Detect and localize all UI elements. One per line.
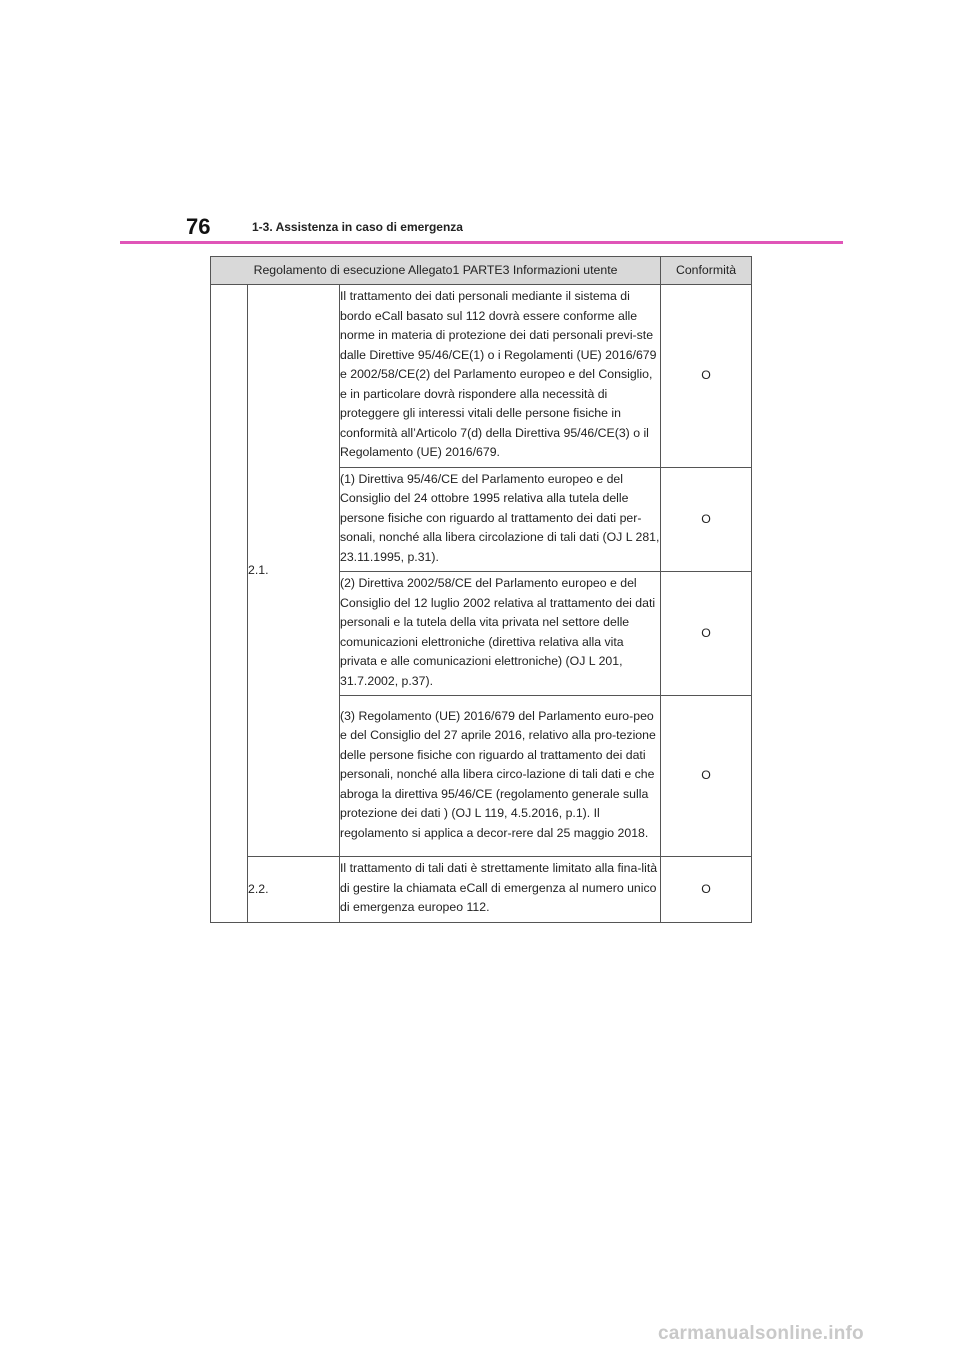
page-number: 76 [186,214,211,239]
clause-text-content: Il trattamento di tali dati è strettamente limitato alla fina-lità di gestire la chiamata eCall di emergenza al numero unico di emergenza europeo 112. [340,861,658,914]
table-row [211,857,752,923]
blank-column-cell [211,285,248,923]
conformity-mark: O [661,285,752,468]
clause-text-content: (3) Regolamento (UE) 2016/679 del Parlamento euro-peo e del Consiglio del 27 aprile 2016, relativo alla pro-tezione delle persone fisiche con riguardo al trattamento dei dati personali, nonché alla libera circo-lazione di tali dati e che abroga la direttiva 95/46/CE (regolamento generale sulla protezione dei dati ) (OJ L 119, 4.5.2016, p.1). Il regolamento si applica a decor-rere dal 25 maggio 2018. [340,708,656,840]
header-divider [120,241,843,244]
clause-text [340,572,661,696]
clause-text [340,696,661,857]
clause-number: 2.2. [248,857,340,923]
section-title: 1-3. Assistenza in caso di emergenza [252,220,463,234]
clause-text-content: Il trattamento dei dati personali mediante il sistema di bordo eCall basato sul 112 dovrà essere conforme alle norme in materia di protezione dei dati personali previ-ste dalle Direttive 95/46/CE(1) o i Regolamenti (UE) 2016/679 e 2002/58/CE(2) del Parlamento europeo e del Consiglio, e in particolare dovrà rispondere alla necessità di proteggere gli interessi vitali delle persone fisiche in conformità all’Articolo 7(d) della Direttiva 95/46/CE(3) o il Regolamento (UE) 2016/679. [340,289,657,459]
column-header-conformity: Conformità [661,257,752,285]
clause-text [340,467,661,572]
table-row [211,285,752,468]
regulation-table [210,256,752,923]
column-header-regulation: Regolamento di esecuzione Allegato1 PARTE3 Informazioni utente [211,257,661,285]
clause-number: 2.1. [248,285,340,857]
watermark: carmanualsonline.info [658,1323,864,1344]
clause-text-content: (2) Direttiva 2002/58/CE del Parlamento europeo e del Consiglio del 12 luglio 2002 relativa al trattamento dei dati personali e la tutela della vita privata nel settore delle comunicazioni elettroniche (direttiva relativa alla vita privata e alle comunicazioni elettroniche) (OJ L 201, 31.7.2002, p.37). [340,576,656,688]
conformity-mark: O [661,696,752,857]
clause-text [340,857,661,923]
table-header-row [211,257,752,285]
clause-text-content: (1) Direttiva 95/46/CE del Parlamento europeo e del Consiglio del 24 ottobre 1995 relativa alla tutela delle persone fisiche con riguardo al trattamento dei dati per-sonali, nonché alla libera circolazione di tali dati (OJ L 281, 23.11.1995, p.31). [340,471,660,564]
conformity-mark: O [661,572,752,696]
conformity-mark: O [661,857,752,923]
conformity-mark: O [661,467,752,572]
clause-text [340,285,661,468]
